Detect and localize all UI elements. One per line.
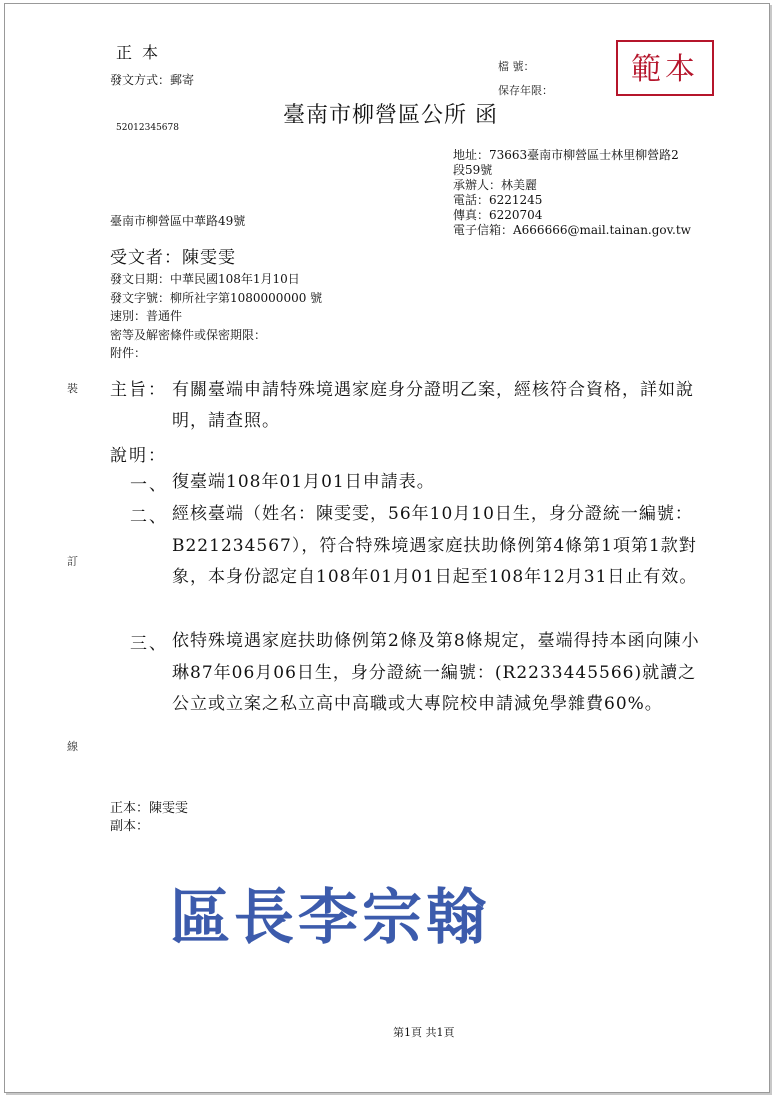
description-item-text: 經核臺端（姓名：陳雯雯，56年10月10日生，身分證統一編號：B221234567），符合特殊境遇家庭扶助條例第4條第1項第1款對象，本身份認定自108年01月01日起至108年12月31日止有效。 — [172, 504, 698, 587]
doc-number: 發文字號：柳所社字第1080000000 號 — [110, 290, 323, 305]
archive-number-label: 檔 號： — [498, 60, 535, 73]
recipient-address: 臺南市柳營區中華路49號 — [110, 214, 246, 228]
sender-phone: 電話：6221245 — [453, 193, 543, 207]
document-title: 臺南市柳營區公所 函 — [283, 103, 498, 128]
official-signature: 區長李宗翰 — [170, 883, 490, 953]
page-number: 第1頁 共1頁 — [393, 1026, 455, 1039]
description-item-num: 二、 — [130, 507, 168, 527]
sample-stamp: 範本 — [616, 40, 714, 96]
binding-mark-bottom: 線 — [67, 740, 78, 753]
subject-text: 有關臺端申請特殊境遇家庭身分證明乙案，經核符合資格，詳如說明，請查照。 — [172, 380, 694, 431]
sender-fax: 傳真：6220704 — [453, 208, 543, 222]
sender-email: 電子信箱：A666666@mail.tainan.gov.tw — [453, 223, 691, 237]
recipient-name: 受文者：陳雯雯 — [110, 248, 236, 268]
description-item-num: 一、 — [130, 475, 168, 495]
description-item-text: 復臺端108年01月01日申請表。 — [172, 472, 435, 492]
retention-label: 保存年限： — [498, 84, 553, 97]
description-item-num: 三、 — [130, 634, 168, 654]
description-item-text: 依特殊境遇家庭扶助條例第2條及第8條規定，臺端得持本函向陳小琳87年06月06日生，身分證統一編號：(R2233445566)就讀之公立或立案之私立高中高職或大專院校申請減免學雜費60%。 — [172, 631, 700, 714]
doc-serial: 52012345678 — [116, 123, 179, 133]
document-meta — [110, 270, 322, 363]
binding-mark-middle: 訂 — [67, 555, 78, 568]
archive-info — [498, 55, 553, 103]
binding-mark-top: 裝 — [67, 382, 78, 395]
sender-address-line2: 段59號 — [453, 163, 493, 177]
issue-date: 發文日期：中華民國108年1月10日 — [110, 272, 300, 286]
description-label: 說明： — [110, 446, 167, 466]
subject-label: 主旨： — [110, 380, 167, 400]
attachment: 附件： — [110, 346, 147, 360]
distribution-original: 正本：陳雯雯 — [110, 801, 189, 816]
speed: 速別：普通件 — [110, 309, 183, 323]
sender-address-line1: 地址：73663臺南市柳營區士林里柳營路2 — [453, 148, 679, 162]
sender-info — [453, 148, 691, 238]
send-method: 發文方式：郵寄 — [110, 73, 195, 87]
secrecy: 密等及解密條件或保密期限： — [110, 327, 267, 342]
distribution — [110, 800, 188, 836]
copy-type: 正本 — [116, 43, 169, 62]
sender-handler: 承辦人：林美麗 — [453, 178, 538, 192]
distribution-copy: 副本： — [110, 819, 150, 834]
